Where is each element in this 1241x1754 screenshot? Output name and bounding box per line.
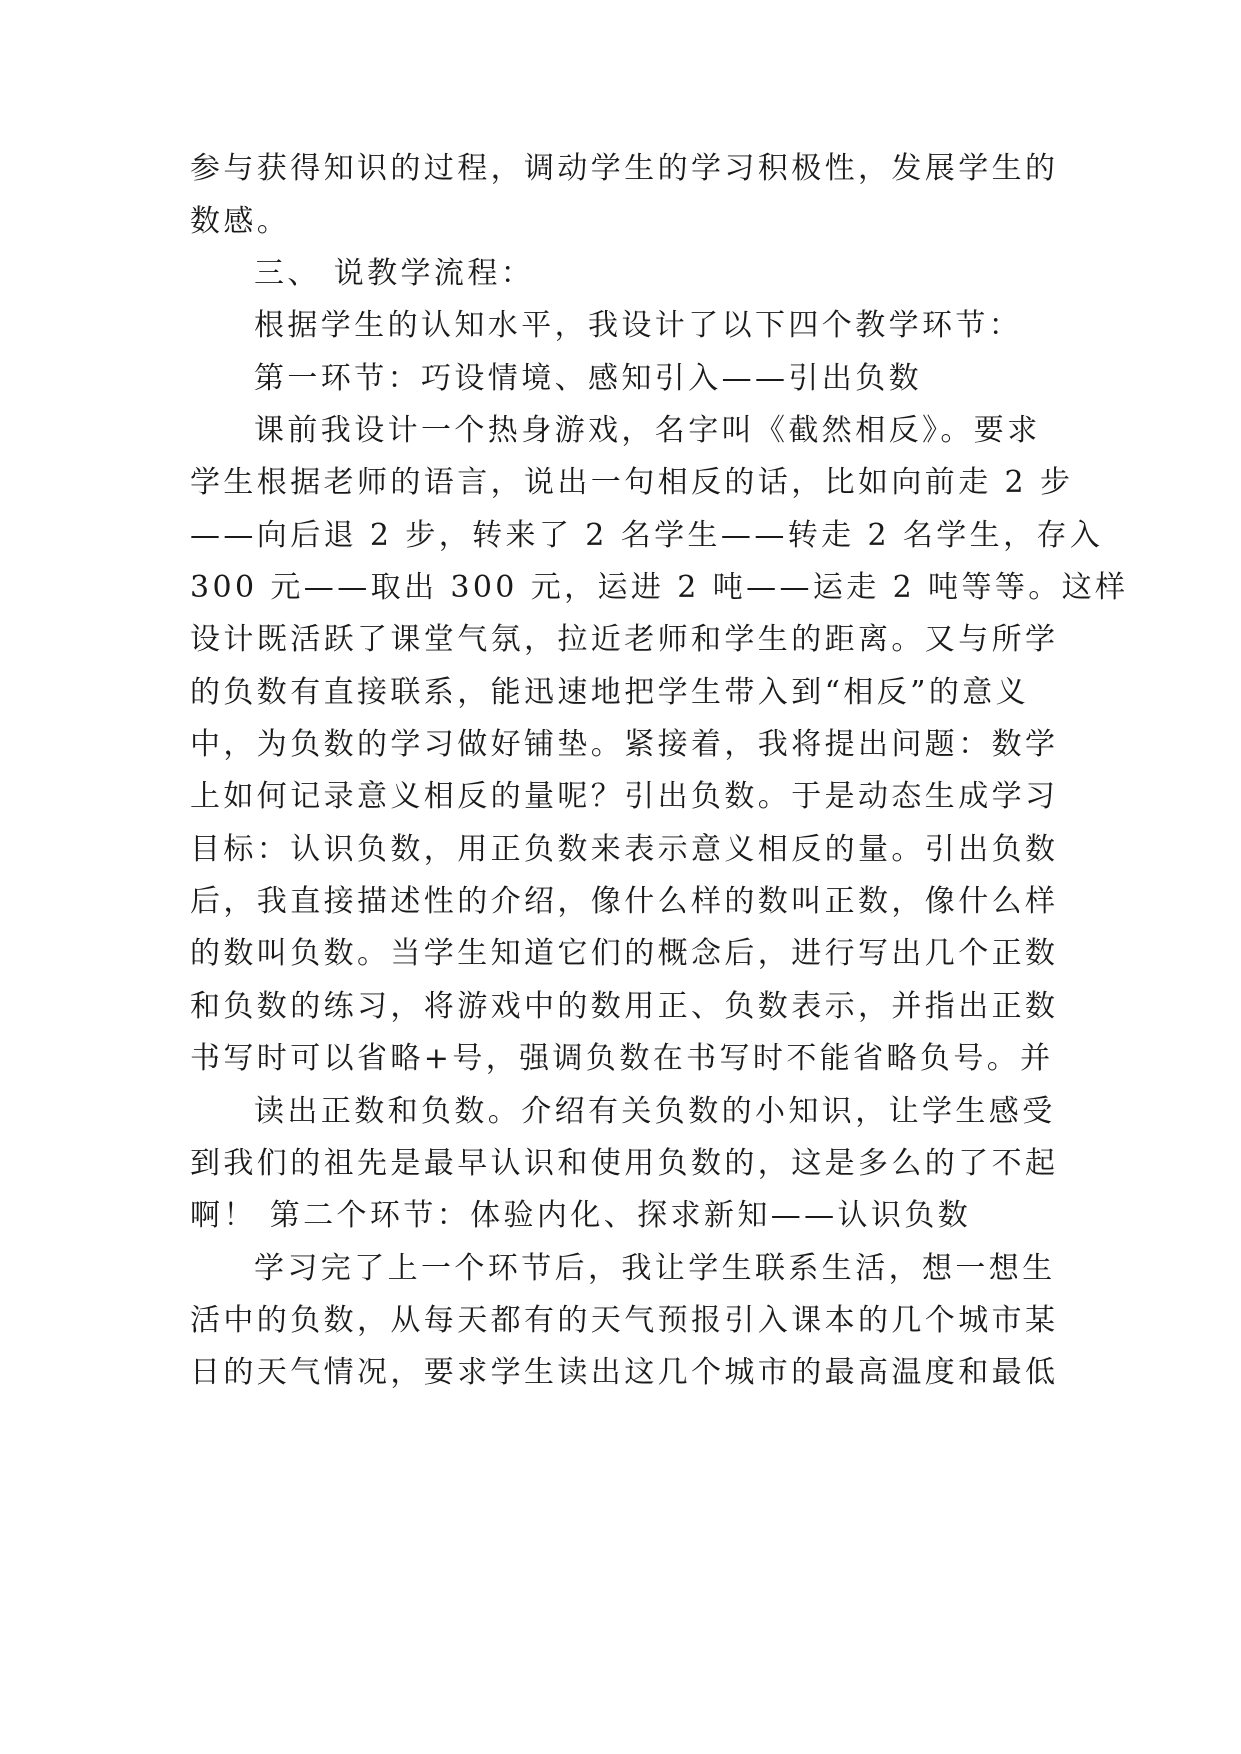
paragraph-line: ——向后退 2 步，转来了 2 名学生——转走 2 名学生，存入 (190, 518, 1104, 553)
paragraph-line: 日的天气情况，要求学生读出这几个城市的最高温度和最低 (190, 1355, 1059, 1390)
paragraph-line: 300 元——取出 300 元，运进 2 吨——运走 2 吨等等。这样 (190, 570, 1129, 605)
subsection-heading: 第一环节：巧设情境、感知引入——引出负数 (254, 361, 922, 396)
paragraph-line: 活中的负数，从每天都有的天气预报引入课本的几个城市某 (190, 1303, 1059, 1338)
paragraph-line: 设计既活跃了课堂气氛，拉近老师和学生的距离。又与所学 (190, 622, 1059, 657)
paragraph-line: 读出正数和负数。介绍有关负数的小知识，让学生感受 (254, 1094, 1056, 1129)
paragraph-line: 和负数的练习，将游戏中的数用正、负数表示，并指出正数 (190, 989, 1059, 1024)
paragraph-line: 后，我直接描述性的介绍，像什么样的数叫正数，像什么样 (190, 884, 1059, 919)
paragraph-line: 到我们的祖先是最早认识和使用负数的，这是多么的了不起 (190, 1146, 1059, 1181)
paragraph-line: 数感。 (190, 204, 291, 239)
paragraph-line: 根据学生的认知水平，我设计了以下四个教学环节： (254, 308, 1023, 343)
paragraph-line: 目标：认识负数，用正负数来表示意义相反的量。引出负数 (190, 832, 1059, 867)
paragraph-line: 中，为负数的学习做好铺垫。紧接着，我将提出问题：数学 (190, 727, 1059, 762)
paragraph-line: 书写时可以省略+号，强调负数在书写时不能省略负号。并 (190, 1041, 1054, 1076)
paragraph-line: 啊！ 第二个环节：体验内化、探求新知——认识负数 (190, 1198, 972, 1233)
section-heading: 三、 说教学流程： (254, 256, 535, 291)
paragraph-line: 的数叫负数。当学生知道它们的概念后，进行写出几个正数 (190, 936, 1059, 971)
paragraph-line: 学习完了上一个环节后，我让学生联系生活，想一想生 (254, 1251, 1056, 1286)
paragraph-line: 的负数有直接联系，能迅速地把学生带入到“相反”的意义 (190, 675, 1030, 710)
paragraph-line: 上如何记录意义相反的量呢？引出负数。于是动态生成学习 (190, 779, 1059, 814)
paragraph-line: 参与获得知识的过程，调动学生的学习积极性，发展学生的 (190, 151, 1059, 186)
paragraph-line: 学生根据老师的语言，说出一句相反的话，比如向前走 2 步 (190, 465, 1074, 500)
paragraph-line: 课前我设计一个热身游戏，名字叫《截然相反》。要求 (254, 413, 1041, 448)
